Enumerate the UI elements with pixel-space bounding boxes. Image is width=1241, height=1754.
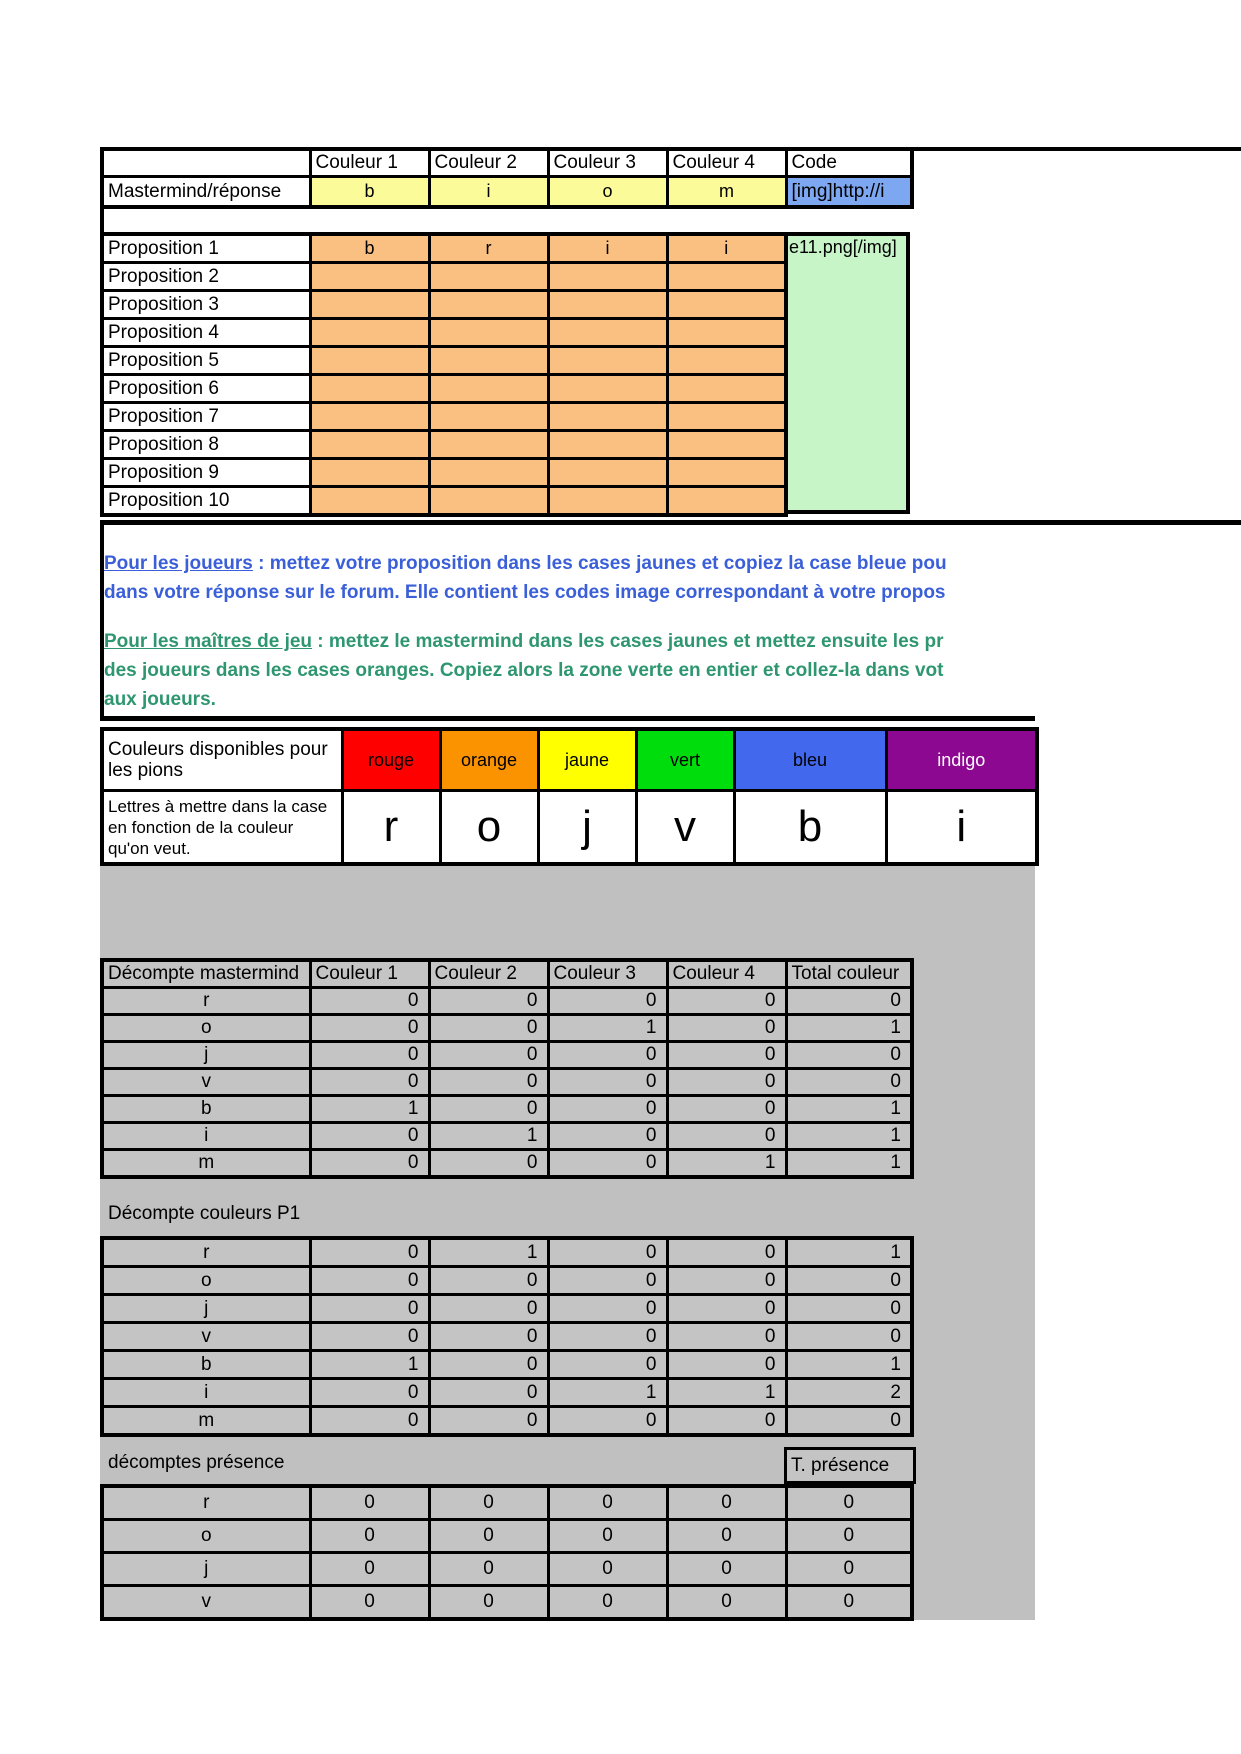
- col-header-code: Code: [786, 149, 912, 177]
- proposition-value-cell[interactable]: [310, 431, 429, 459]
- decompte-p1-title: Décompte couleurs P1: [108, 1203, 301, 1224]
- proposition-value-cell[interactable]: [667, 375, 786, 403]
- mastermind-row-label: Mastermind/réponse: [102, 177, 310, 208]
- count-total-cell: 1: [786, 1351, 912, 1379]
- proposition-value-cell[interactable]: [667, 459, 786, 487]
- presence-value-cell: 0: [310, 1520, 429, 1553]
- proposition-value-cell[interactable]: [429, 459, 548, 487]
- count-header-row: [102, 960, 912, 988]
- presence-value-cell: 0: [667, 1520, 786, 1553]
- count-value-cell: 1: [429, 1123, 548, 1150]
- presence-total-cell: 0: [786, 1586, 912, 1620]
- count-value-cell: 0: [310, 1123, 429, 1150]
- count-value-cell: 0: [548, 1238, 667, 1267]
- count-value-cell: 0: [548, 1351, 667, 1379]
- count-value-cell: 0: [310, 1238, 429, 1267]
- presence-row: [102, 1520, 912, 1553]
- count-letter-cell: m: [102, 1407, 310, 1436]
- proposition-value-cell[interactable]: [548, 347, 667, 375]
- presence-row: [102, 1486, 912, 1520]
- count-letter-cell: r: [102, 988, 310, 1015]
- count-value-cell: 0: [429, 1295, 548, 1323]
- swatch-jaune: jaune: [538, 729, 636, 791]
- count-value-cell: 0: [310, 1323, 429, 1351]
- count-row: [102, 1042, 912, 1069]
- instructions-block: [104, 553, 1025, 715]
- presence-value-cell: 0: [548, 1586, 667, 1620]
- presence-row: [102, 1553, 912, 1586]
- count-letter-cell: m: [102, 1150, 310, 1178]
- proposition-value-cell[interactable]: [548, 319, 667, 347]
- propositions-table: [100, 232, 788, 517]
- count-row: [102, 1069, 912, 1096]
- count-total-cell: 0: [786, 1042, 912, 1069]
- presence-total-cell: 0: [786, 1520, 912, 1553]
- color-names-row: [102, 729, 1037, 791]
- presence-value-cell: 0: [429, 1553, 548, 1586]
- proposition-row: [102, 459, 786, 487]
- joueurs-lead: Pour les joueurs: [104, 553, 253, 574]
- count-letter-cell: o: [102, 1267, 310, 1295]
- instructions-joueurs-line2: dans votre réponse sur le forum. Elle contient les codes image correspondant à votre propos: [104, 582, 946, 603]
- corner-cell: [102, 149, 310, 177]
- count-row: [102, 1379, 912, 1407]
- proposition-label-cell: Proposition 3: [102, 291, 310, 319]
- proposition-value-cell[interactable]: [310, 291, 429, 319]
- count-row: [102, 1238, 912, 1267]
- col-header-couleur4: Couleur 4: [667, 149, 786, 177]
- count-letter-cell: j: [102, 1042, 310, 1069]
- swatch-orange: orange: [440, 729, 538, 791]
- count-row: [102, 1096, 912, 1123]
- count-row: [102, 1351, 912, 1379]
- count-total-cell: 1: [786, 1096, 912, 1123]
- presence-title: décomptes présence: [108, 1452, 285, 1473]
- count-letter-cell: r: [102, 1238, 310, 1267]
- count-value-cell: 0: [429, 1042, 548, 1069]
- maitres-lead: Pour les maîtres de jeu: [104, 631, 313, 652]
- letter-v: v: [636, 791, 734, 865]
- count-value-cell: 0: [548, 1069, 667, 1096]
- instructions-maitres-line2: des joueurs dans les cases oranges. Copiez alors la zone verte en entier et collez-la dans vot: [104, 660, 944, 681]
- count-value-cell: 0: [548, 1323, 667, 1351]
- count-letter-cell: b: [102, 1096, 310, 1123]
- count-value-cell: 0: [548, 1042, 667, 1069]
- mastermind-cell-3[interactable]: o: [548, 177, 667, 208]
- count-value-cell: 0: [667, 1267, 786, 1295]
- proposition-value-cell[interactable]: [667, 487, 786, 516]
- count-col-couleur4: Couleur 4: [667, 960, 786, 988]
- count-letter-cell: b: [102, 1351, 310, 1379]
- presence-total-header-cell: T. présence: [784, 1447, 916, 1484]
- count-value-cell: 0: [429, 1069, 548, 1096]
- presence-table: [100, 1484, 914, 1621]
- count-value-cell: 0: [548, 1407, 667, 1436]
- proposition-value-cell[interactable]: [667, 347, 786, 375]
- proposition-value-cell[interactable]: [310, 347, 429, 375]
- count-value-cell: 0: [548, 988, 667, 1015]
- count-value-cell: 0: [548, 1150, 667, 1178]
- proposition-value-cell[interactable]: [429, 319, 548, 347]
- proposition-value-cell[interactable]: [667, 319, 786, 347]
- count-letter-cell: v: [102, 1323, 310, 1351]
- proposition-value-cell[interactable]: b: [310, 234, 429, 263]
- proposition-value-cell[interactable]: [310, 403, 429, 431]
- count-value-cell: 0: [429, 1096, 548, 1123]
- mastermind-answer-table: [100, 147, 914, 209]
- mastermind-cell-2[interactable]: i: [429, 177, 548, 208]
- count-total-cell: 1: [786, 1150, 912, 1178]
- count-col-couleur2: Couleur 2: [429, 960, 548, 988]
- proposition-value-cell[interactable]: [310, 459, 429, 487]
- proposition-value-cell[interactable]: [310, 319, 429, 347]
- proposition-value-cell[interactable]: i: [548, 234, 667, 263]
- presence-total-cell: 0: [786, 1486, 912, 1520]
- count-value-cell: 1: [548, 1379, 667, 1407]
- count-value-cell: 0: [429, 1407, 548, 1436]
- proposition-label-cell: Proposition 4: [102, 319, 310, 347]
- proposition-row: [102, 263, 786, 291]
- count-value-cell: 1: [429, 1238, 548, 1267]
- proposition-value-cell[interactable]: [667, 263, 786, 291]
- mastermind-row: [102, 177, 912, 208]
- count-value-cell: 0: [429, 1015, 548, 1042]
- count-value-cell: 0: [429, 1150, 548, 1178]
- presence-letter-cell: r: [102, 1486, 310, 1520]
- presence-value-cell: 0: [429, 1486, 548, 1520]
- swatch-indigo: indigo: [886, 729, 1037, 791]
- count-value-cell: 0: [310, 1150, 429, 1178]
- proposition-value-cell[interactable]: [548, 431, 667, 459]
- proposition-value-cell[interactable]: [548, 487, 667, 516]
- proposition-row: [102, 234, 786, 263]
- count-letter-cell: v: [102, 1069, 310, 1096]
- count-value-cell: 0: [667, 1351, 786, 1379]
- count-value-cell: 0: [310, 1069, 429, 1096]
- count-value-cell: 0: [429, 1323, 548, 1351]
- count-value-cell: 0: [310, 1015, 429, 1042]
- green-code-zone[interactable]: [784, 232, 910, 514]
- presence-letter-cell: v: [102, 1586, 310, 1620]
- presence-value-cell: 0: [548, 1520, 667, 1553]
- count-letter-cell: i: [102, 1379, 310, 1407]
- count-value-cell: 0: [429, 1267, 548, 1295]
- letter-j: j: [538, 791, 636, 865]
- decompte-mastermind-table: [100, 958, 914, 1179]
- code-cell[interactable]: [img]http://i: [786, 177, 912, 208]
- proposition-label-cell: Proposition 7: [102, 403, 310, 431]
- instructions-bottom-rule: [100, 716, 1035, 721]
- count-col-couleur1: Couleur 1: [310, 960, 429, 988]
- letter-b: b: [734, 791, 886, 865]
- proposition-label-cell: Proposition 5: [102, 347, 310, 375]
- presence-value-cell: 0: [548, 1486, 667, 1520]
- proposition-value-cell[interactable]: [429, 347, 548, 375]
- count-total-cell: 1: [786, 1238, 912, 1267]
- proposition-row: [102, 431, 786, 459]
- proposition-value-cell[interactable]: [548, 459, 667, 487]
- count-value-cell: 0: [310, 1295, 429, 1323]
- decompte-p1-table: [100, 1236, 914, 1437]
- presence-letter-cell: o: [102, 1520, 310, 1553]
- presence-value-cell: 0: [667, 1553, 786, 1586]
- proposition-label-cell: Proposition 6: [102, 375, 310, 403]
- count-row: [102, 988, 912, 1015]
- proposition-row: [102, 319, 786, 347]
- proposition-label-cell: Proposition 9: [102, 459, 310, 487]
- count-value-cell: 0: [548, 1096, 667, 1123]
- count-value-cell: 1: [667, 1150, 786, 1178]
- proposition-value-cell[interactable]: [310, 375, 429, 403]
- count-total-cell: 0: [786, 1295, 912, 1323]
- mastermind-cell-1[interactable]: b: [310, 177, 429, 208]
- available-colors-table: [100, 727, 1039, 866]
- count-value-cell: 1: [310, 1351, 429, 1379]
- swatch-rouge: rouge: [342, 729, 440, 791]
- count-value-cell: 0: [310, 1267, 429, 1295]
- proposition-row: [102, 291, 786, 319]
- proposition-value-cell[interactable]: [548, 291, 667, 319]
- count-total-cell: 0: [786, 1323, 912, 1351]
- count-row: [102, 1407, 912, 1436]
- count-letter-cell: j: [102, 1295, 310, 1323]
- presence-value-cell: 0: [310, 1486, 429, 1520]
- decompte-mastermind-title: Décompte mastermind: [102, 960, 310, 988]
- count-row: [102, 1295, 912, 1323]
- col-header-couleur3: Couleur 3: [548, 149, 667, 177]
- gap-left-border: [100, 205, 104, 235]
- count-value-cell: 0: [667, 1069, 786, 1096]
- presence-value-cell: 0: [667, 1586, 786, 1620]
- count-row: [102, 1323, 912, 1351]
- swatch-bleu: bleu: [734, 729, 886, 791]
- count-value-cell: 0: [667, 1295, 786, 1323]
- instructions-joueurs-line1: Pour les joueurs : mettez votre proposition dans les cases jaunes et copiez la case bleue pou: [104, 553, 947, 574]
- mastermind-cell-4[interactable]: m: [667, 177, 786, 208]
- colors-available-label: Couleurs disponibles pour les pions: [102, 729, 342, 791]
- count-col-couleur3: Couleur 3: [548, 960, 667, 988]
- proposition-label-cell: Proposition 1: [102, 234, 310, 263]
- presence-total-cell: 0: [786, 1553, 912, 1586]
- count-value-cell: 0: [667, 1015, 786, 1042]
- count-value-cell: 0: [667, 1323, 786, 1351]
- count-value-cell: 1: [310, 1096, 429, 1123]
- letter-o: o: [440, 791, 538, 865]
- letter-r: r: [342, 791, 440, 865]
- count-value-cell: 0: [429, 1379, 548, 1407]
- count-value-cell: 0: [429, 988, 548, 1015]
- count-value-cell: 0: [667, 1238, 786, 1267]
- count-value-cell: 0: [667, 988, 786, 1015]
- proposition-value-cell[interactable]: [667, 431, 786, 459]
- count-row: [102, 1123, 912, 1150]
- proposition-label-cell: Proposition 10: [102, 487, 310, 516]
- count-value-cell: 0: [310, 1407, 429, 1436]
- proposition-row: [102, 375, 786, 403]
- color-letters-row: [102, 791, 1037, 865]
- count-total-cell: 0: [786, 1069, 912, 1096]
- proposition-label-cell: Proposition 2: [102, 263, 310, 291]
- count-row: [102, 1150, 912, 1178]
- count-total-cell: 1: [786, 1015, 912, 1042]
- col-header-couleur1: Couleur 1: [310, 149, 429, 177]
- letters-explanation-label: Lettres à mettre dans la case en fonction de la couleur qu'on veut.: [102, 791, 342, 865]
- proposition-value-cell[interactable]: [429, 403, 548, 431]
- count-row: [102, 1267, 912, 1295]
- proposition-value-cell[interactable]: [429, 431, 548, 459]
- count-value-cell: 0: [310, 1379, 429, 1407]
- count-total-cell: 2: [786, 1379, 912, 1407]
- proposition-value-cell[interactable]: [429, 263, 548, 291]
- proposition-value-cell[interactable]: [429, 487, 548, 516]
- proposition-value-cell[interactable]: [310, 263, 429, 291]
- count-value-cell: 0: [429, 1351, 548, 1379]
- count-value-cell: 0: [548, 1123, 667, 1150]
- count-value-cell: 0: [548, 1267, 667, 1295]
- proposition-value-cell[interactable]: r: [429, 234, 548, 263]
- proposition-value-cell[interactable]: [548, 403, 667, 431]
- proposition-value-cell[interactable]: [429, 291, 548, 319]
- col-header-couleur2: Couleur 2: [429, 149, 548, 177]
- count-row: [102, 1015, 912, 1042]
- count-letter-cell: i: [102, 1123, 310, 1150]
- presence-letter-cell: j: [102, 1553, 310, 1586]
- presence-row: [102, 1586, 912, 1620]
- proposition-value-cell[interactable]: [310, 487, 429, 516]
- proposition-value-cell[interactable]: [429, 375, 548, 403]
- proposition-label-cell: Proposition 8: [102, 431, 310, 459]
- count-letter-cell: o: [102, 1015, 310, 1042]
- count-value-cell: 0: [667, 1096, 786, 1123]
- count-col-total: Total couleur: [786, 960, 912, 988]
- instructions-maitres-line1: Pour les maîtres de jeu : mettez le mastermind dans les cases jaunes et mettez ensuite les pr: [104, 631, 944, 652]
- presence-value-cell: 0: [310, 1586, 429, 1620]
- presence-value-cell: 0: [548, 1553, 667, 1586]
- proposition-value-cell[interactable]: [548, 263, 667, 291]
- count-value-cell: 0: [310, 1042, 429, 1069]
- count-total-cell: 0: [786, 1407, 912, 1436]
- proposition-row: [102, 403, 786, 431]
- count-value-cell: 1: [667, 1379, 786, 1407]
- swatch-vert: vert: [636, 729, 734, 791]
- count-total-cell: 0: [786, 988, 912, 1015]
- proposition-value-cell[interactable]: [667, 291, 786, 319]
- count-value-cell: 0: [548, 1295, 667, 1323]
- letter-i: i: [886, 791, 1037, 865]
- presence-value-cell: 0: [429, 1520, 548, 1553]
- propositions-bottom-rule: [100, 520, 1241, 525]
- green-code-overflow-text: e11.png[/img]: [789, 237, 897, 257]
- instructions-maitres-line3: aux joueurs.: [104, 689, 216, 710]
- count-total-cell: 0: [786, 1267, 912, 1295]
- proposition-value-cell[interactable]: [548, 375, 667, 403]
- count-value-cell: 0: [667, 1123, 786, 1150]
- proposition-value-cell[interactable]: i: [667, 234, 786, 263]
- count-value-cell: 0: [667, 1407, 786, 1436]
- proposition-row: [102, 347, 786, 375]
- count-value-cell: 0: [310, 988, 429, 1015]
- header-row: [102, 149, 912, 177]
- proposition-row: [102, 487, 786, 516]
- presence-value-cell: 0: [310, 1553, 429, 1586]
- presence-value-cell: 0: [429, 1586, 548, 1620]
- count-total-cell: 1: [786, 1123, 912, 1150]
- count-value-cell: 0: [667, 1042, 786, 1069]
- count-value-cell: 1: [548, 1015, 667, 1042]
- proposition-value-cell[interactable]: [667, 403, 786, 431]
- presence-value-cell: 0: [667, 1486, 786, 1520]
